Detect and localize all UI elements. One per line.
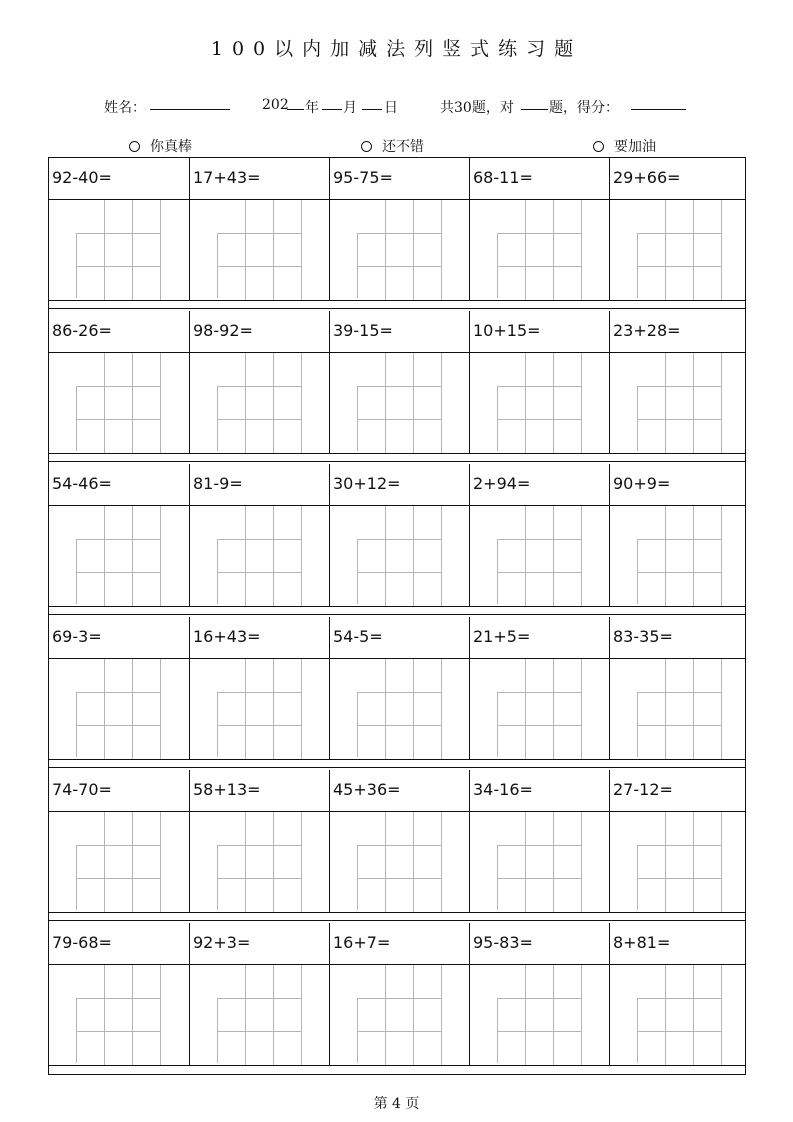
vertical-calculation-grid: [357, 506, 441, 606]
vertical-calculation-grid: [637, 812, 721, 912]
question-cell: [189, 158, 329, 200]
math-problem: 95-83=: [473, 933, 533, 952]
vertical-calculation-grid: [637, 965, 721, 1065]
math-problem: 23+28=: [613, 321, 681, 340]
answer-cell[interactable]: [469, 353, 609, 453]
answer-cell[interactable]: [469, 812, 609, 912]
question-cell: [609, 158, 749, 200]
working-strip: [49, 659, 745, 760]
answer-cell[interactable]: [189, 200, 329, 300]
answer-cell[interactable]: [329, 506, 469, 606]
math-problem: 2+94=: [473, 474, 531, 493]
answer-cell[interactable]: [189, 353, 329, 453]
math-problem: 68-11=: [473, 168, 533, 187]
rating-great[interactable]: [129, 136, 192, 156]
question-cell: [49, 158, 189, 200]
vertical-calculation-grid: [217, 659, 301, 759]
question-cell: [329, 770, 469, 812]
answer-cell[interactable]: [49, 965, 189, 1065]
answer-cell[interactable]: [329, 353, 469, 453]
math-problem: 81-9=: [193, 474, 243, 493]
math-problem: 21+5=: [473, 627, 531, 646]
vertical-calculation-grid: [497, 659, 581, 759]
vertical-calculation-grid: [637, 659, 721, 759]
year-blank[interactable]: [287, 97, 304, 114]
question-strip: [49, 464, 745, 506]
math-problem: 83-35=: [613, 627, 673, 646]
question-cell: [469, 923, 609, 965]
vertical-calculation-grid: [76, 812, 160, 912]
page-number: 第 4 页: [373, 1096, 420, 1112]
math-problem: 39-15=: [333, 321, 393, 340]
name-blank[interactable]: [150, 97, 230, 114]
answer-cell[interactable]: [609, 965, 749, 1065]
answer-cell[interactable]: [469, 659, 609, 759]
year-label: 年: [305, 100, 319, 116]
vertical-calculation-grid: [637, 353, 721, 453]
question-cell: [329, 923, 469, 965]
vertical-calculation-grid: [637, 506, 721, 606]
vertical-calculation-grid: [497, 965, 581, 1065]
correct-count-blank[interactable]: [521, 97, 548, 114]
answer-cell[interactable]: [49, 353, 189, 453]
question-cell: [469, 464, 609, 506]
answer-cell[interactable]: [609, 353, 749, 453]
answer-cell[interactable]: [49, 506, 189, 606]
year-prefix: 202: [262, 97, 289, 113]
vertical-calculation-grid: [76, 506, 160, 606]
answer-cell[interactable]: [49, 812, 189, 912]
math-problem: 17+43=: [193, 168, 261, 187]
rating-label: 还不错: [382, 139, 424, 155]
question-cell: [469, 311, 609, 353]
question-cell: [49, 464, 189, 506]
question-cell: [609, 770, 749, 812]
vertical-calculation-grid: [357, 200, 441, 300]
answer-cell[interactable]: [189, 659, 329, 759]
answer-cell[interactable]: [189, 812, 329, 912]
question-cell: [49, 923, 189, 965]
answer-cell[interactable]: [329, 659, 469, 759]
math-problem: 86-26=: [52, 321, 112, 340]
question-strip: [49, 923, 745, 965]
question-cell: [609, 923, 749, 965]
vertical-calculation-grid: [357, 353, 441, 453]
question-cell: [189, 617, 329, 659]
question-cell: [609, 617, 749, 659]
math-problem: 10+15=: [473, 321, 541, 340]
answer-cell[interactable]: [609, 506, 749, 606]
math-problem: 34-16=: [473, 780, 533, 799]
rating-try-harder[interactable]: [593, 136, 656, 156]
rating-label: 你真棒: [150, 139, 192, 155]
answer-cell[interactable]: [329, 965, 469, 1065]
page-title: 100以内加减法列竖式练习题: [210, 38, 583, 60]
worksheet-table: [48, 157, 746, 1075]
question-cell: [189, 770, 329, 812]
math-problem: 54-5=: [333, 627, 383, 646]
question-cell: [189, 923, 329, 965]
answer-cell[interactable]: [49, 200, 189, 300]
math-problem: 29+66=: [613, 168, 681, 187]
math-problem: 16+43=: [193, 627, 261, 646]
vertical-calculation-grid: [357, 965, 441, 1065]
math-problem: 79-68=: [52, 933, 112, 952]
answer-cell[interactable]: [609, 812, 749, 912]
question-strip: [49, 617, 745, 659]
vertical-calculation-grid: [497, 506, 581, 606]
answer-cell[interactable]: [329, 812, 469, 912]
math-problem: 45+36=: [333, 780, 401, 799]
answer-cell[interactable]: [469, 506, 609, 606]
vertical-calculation-grid: [217, 506, 301, 606]
vertical-calculation-grid: [76, 353, 160, 453]
math-problem: 8+81=: [613, 933, 671, 952]
question-cell: [329, 158, 469, 200]
question-cell: [329, 311, 469, 353]
vertical-calculation-grid: [637, 200, 721, 300]
vertical-calculation-grid: [357, 659, 441, 759]
math-problem: 92-40=: [52, 168, 112, 187]
name-label: 姓名：: [104, 100, 146, 116]
question-cell: [189, 311, 329, 353]
question-cell: [329, 617, 469, 659]
question-cell: [49, 311, 189, 353]
problem-row: [49, 158, 745, 311]
question-cell: [329, 464, 469, 506]
vertical-calculation-grid: [497, 353, 581, 453]
vertical-calculation-grid: [217, 812, 301, 912]
circle-icon: [361, 141, 372, 152]
row-separator: [49, 760, 745, 768]
problem-row: [49, 464, 745, 617]
score-blank[interactable]: [631, 97, 686, 114]
vertical-calculation-grid: [357, 812, 441, 912]
problem-row: [49, 923, 745, 1076]
question-cell: [609, 464, 749, 506]
problem-row: [49, 617, 745, 770]
rating-good[interactable]: [361, 136, 424, 156]
math-problem: 58+13=: [193, 780, 261, 799]
answer-cell[interactable]: [609, 659, 749, 759]
question-cell: [469, 770, 609, 812]
question-cell: [469, 617, 609, 659]
row-separator: [49, 607, 745, 615]
day-blank[interactable]: [362, 97, 382, 114]
vertical-calculation-grid: [76, 659, 160, 759]
problem-row: [49, 311, 745, 464]
question-cell: [609, 311, 749, 353]
working-strip: [49, 200, 745, 301]
question-cell: [49, 770, 189, 812]
answer-cell[interactable]: [469, 965, 609, 1065]
vertical-calculation-grid: [497, 200, 581, 300]
answer-cell[interactable]: [49, 659, 189, 759]
question-cell: [49, 617, 189, 659]
math-problem: 90+9=: [613, 474, 671, 493]
working-strip: [49, 506, 745, 607]
answer-cell[interactable]: [189, 965, 329, 1065]
answer-cell[interactable]: [189, 506, 329, 606]
question-cell: [189, 464, 329, 506]
working-strip: [49, 812, 745, 913]
math-problem: 27-12=: [613, 780, 673, 799]
row-separator: [49, 913, 745, 921]
math-problem: 54-46=: [52, 474, 112, 493]
math-problem: 92+3=: [193, 933, 251, 952]
question-strip: [49, 158, 745, 200]
math-problem: 16+7=: [333, 933, 391, 952]
vertical-calculation-grid: [76, 200, 160, 300]
working-strip: [49, 965, 745, 1066]
problem-row: [49, 770, 745, 923]
answer-cell[interactable]: [329, 200, 469, 300]
month-blank[interactable]: [322, 97, 342, 114]
circle-icon: [593, 141, 604, 152]
vertical-calculation-grid: [217, 965, 301, 1065]
working-strip: [49, 353, 745, 454]
score-label: 题，得分：: [549, 100, 619, 116]
rating-label: 要加油: [614, 139, 656, 155]
answer-cell[interactable]: [609, 200, 749, 300]
math-problem: 30+12=: [333, 474, 401, 493]
math-problem: 69-3=: [52, 627, 102, 646]
circle-icon: [129, 141, 140, 152]
question-strip: [49, 311, 745, 353]
math-problem: 95-75=: [333, 168, 393, 187]
answer-cell[interactable]: [469, 200, 609, 300]
math-problem: 98-92=: [193, 321, 253, 340]
row-separator: [49, 301, 745, 309]
vertical-calculation-grid: [217, 200, 301, 300]
question-cell: [469, 158, 609, 200]
vertical-calculation-grid: [217, 353, 301, 453]
vertical-calculation-grid: [497, 812, 581, 912]
month-label: 月: [343, 100, 357, 116]
question-strip: [49, 770, 745, 812]
math-problem: 74-70=: [52, 780, 112, 799]
day-label: 日: [384, 100, 398, 116]
total-label: 共30题，对: [440, 100, 514, 116]
vertical-calculation-grid: [76, 965, 160, 1065]
row-separator: [49, 454, 745, 462]
